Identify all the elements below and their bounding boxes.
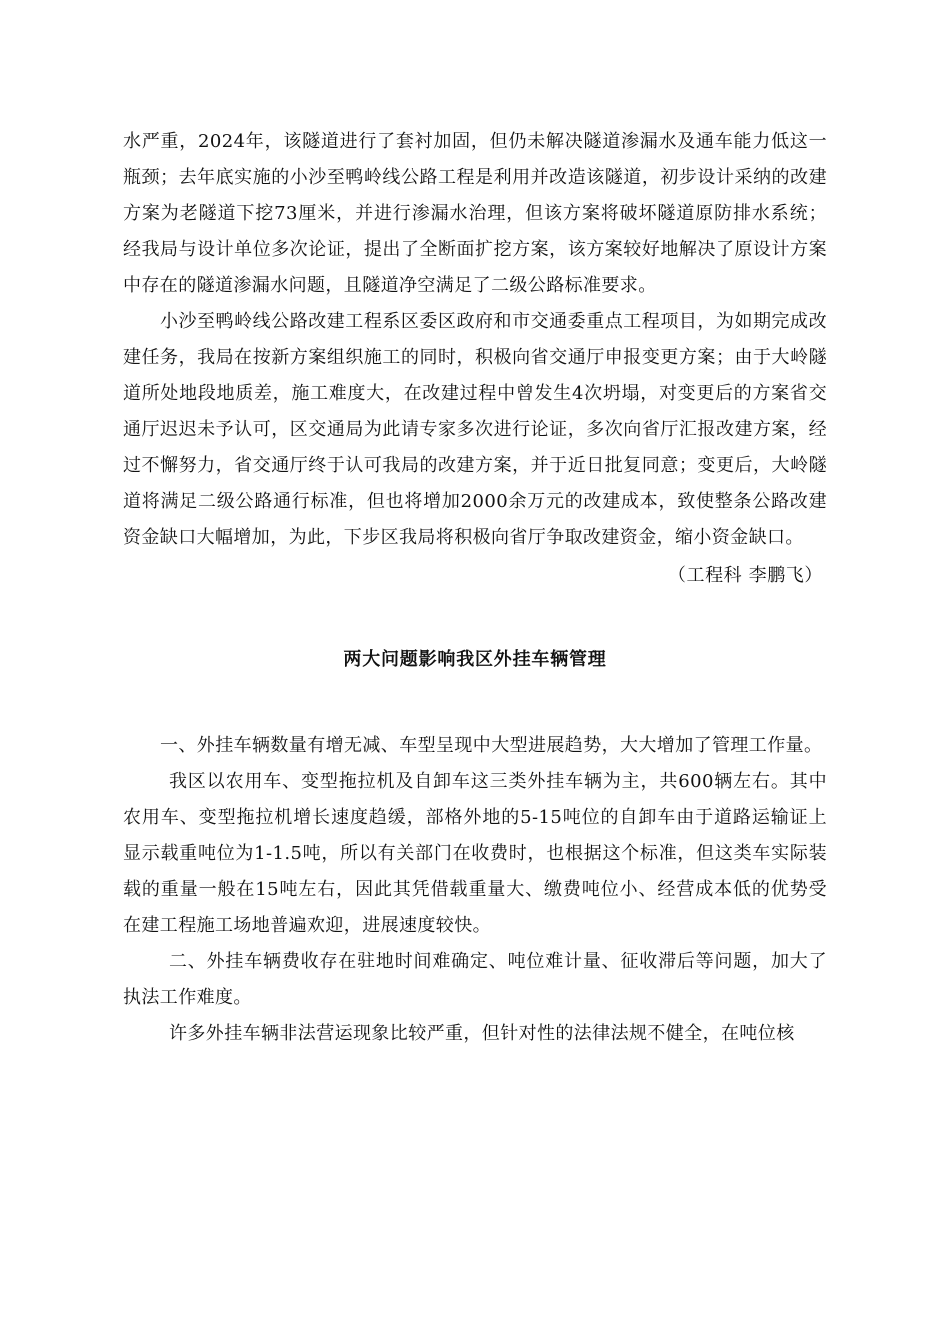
paragraph-tunnel-reinforcement: 水严重，2024年，该隧道进行了套衬加固，但仍未解决隧道渗漏水及通车能力低这一瓶颈；去年底实施的小沙至鸭岭线公路工程是利用并改造该隧道，初步设计采纳的改建方案为老隧道下挖73厘米，并进行渗漏水治理，但该方案将破坏隧道原防排水系统；经我局与设计单位多次论证，提出了全断面扩挖方案，该方案较好地解决了原设计方案中存在的隧道渗漏水问题，且隧道净空满足了二级公路标准要求。 — [123, 131, 827, 296]
paragraph-issue-one: 一、外挂车辆数量有增无减、车型呈现中大型进展趋势，大大增加了管理工作量。 — [160, 735, 823, 756]
document-page — [123, 124, 827, 1052]
author-signature: （工程科 李鹏飞） — [667, 565, 823, 586]
paragraph-road-rebuild-project: 小沙至鸭岭线公路改建工程系区委区政府和市交通委重点工程项目，为如期完成改建任务，我局在按新方案组织施工的同时，积极向省交通厅申报变更方案；由于大岭隧道所处地段地质差，施工难度大，在改建过程中曾发生4次坍塌，对变更后的方案省交通厅迟迟未予认可，区交通局为此请专家多次进行论证，多次向省厅汇报改建方案，经过不懈努力，省交通厅终于认可我局的改建方案，并于近日批复同意；变更后，大岭隧道将满足二级公路通行标准，但也将增加2000余万元的改建成本，致使整条公路改建资金缺口大幅增加，为此，下步区我局将积极向省厅争取改建资金，缩小资金缺口。 — [123, 311, 827, 548]
paragraph-issue-two: 二、外挂车辆费收存在驻地时间难确定、吨位难计量、征收滞后等问题，加大了执法工作难度。 — [123, 951, 827, 1008]
paragraph-vehicle-types: 我区以农用车、变型拖拉机及自卸车这三类外挂车辆为主，共600辆左右。其中农用车、变型拖拉机增长速度趋缓，部格外地的5-15吨位的自卸车由于道路运输证上显示载重吨位为1-1.5吨，所以有关部门在收费时，也根据这个标准，但这类车实际装载的重量一般在15吨左右，因此其凭借载重量大、缴费吨位小、经营成本低的优势受在建工程施工场地普遍欢迎，进展速度较快。 — [123, 771, 827, 936]
section-heading: 两大问题影响我区外挂车辆管理 — [343, 649, 607, 670]
paragraph-illegal-operation: 许多外挂车辆非法营运现象比较严重，但针对性的法律法规不健全，在吨位核 — [169, 1023, 795, 1044]
